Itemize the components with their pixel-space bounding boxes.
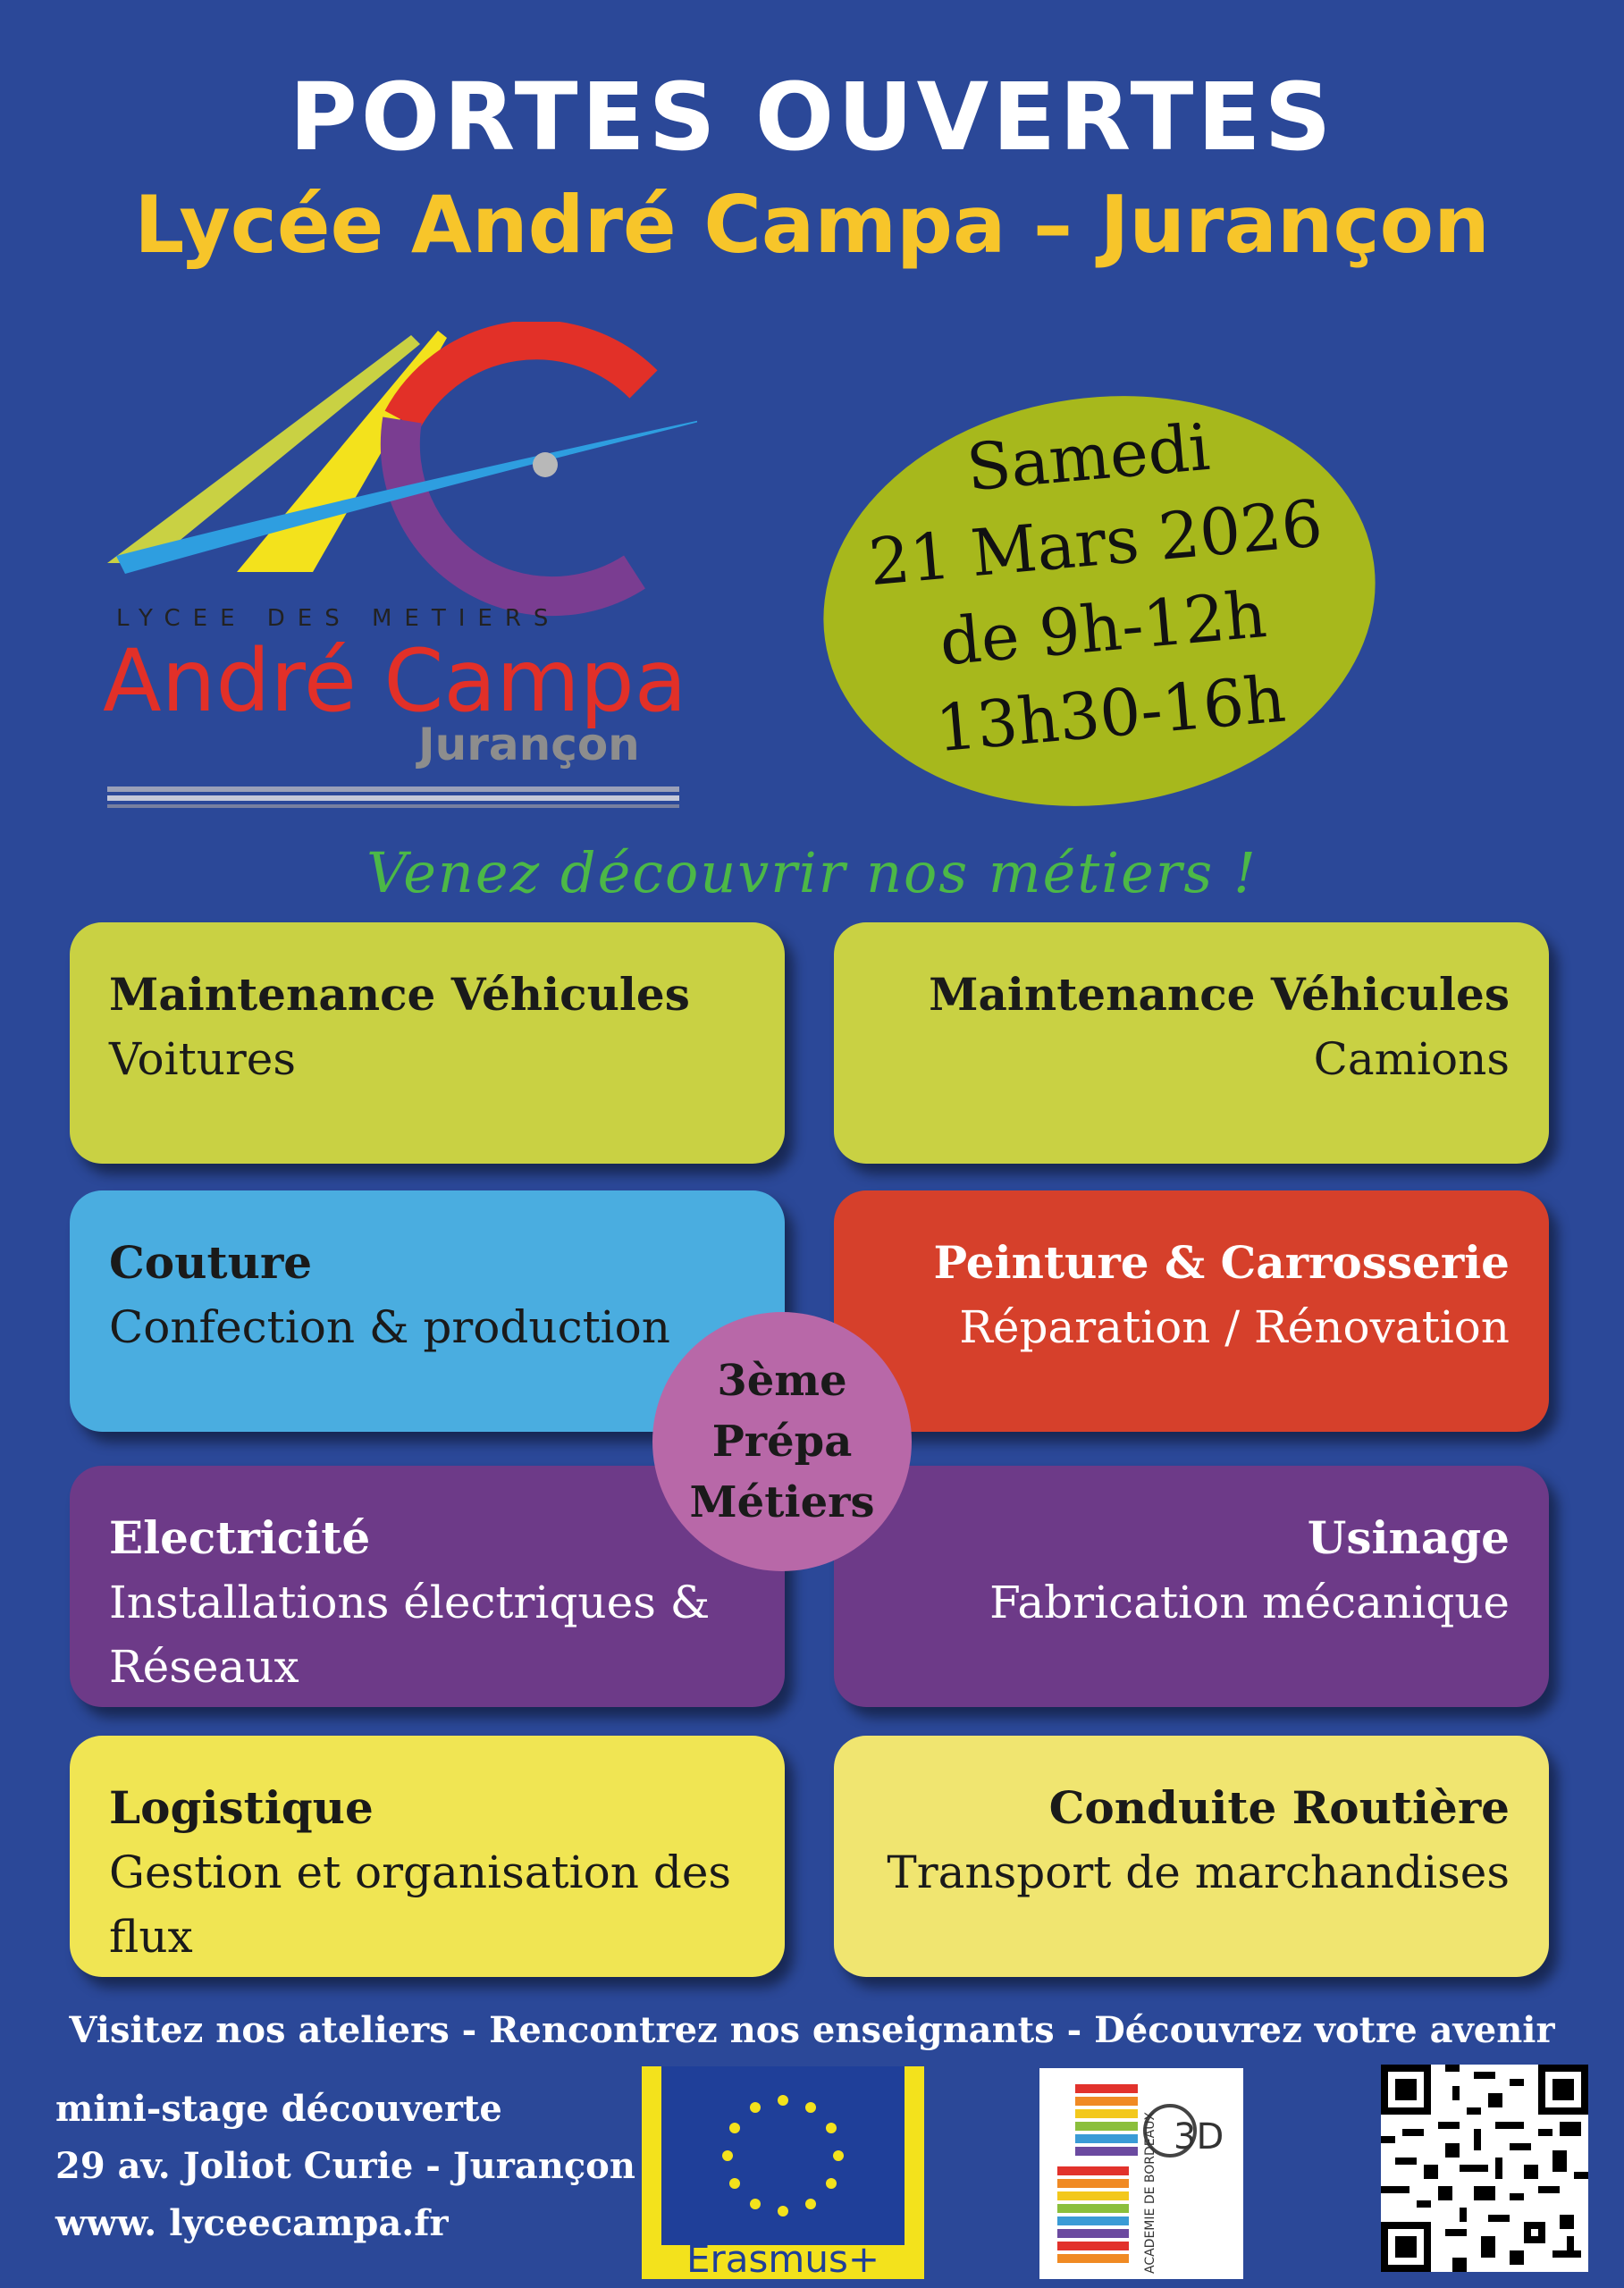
logo-line2: André Campa: [103, 631, 687, 731]
prepa-line2: Prépa: [711, 1417, 853, 1467]
card-conduite-routiere: [834, 1736, 1549, 1977]
card-title: Logistique: [109, 1781, 374, 1834]
qr-code[interactable]: [1381, 2065, 1588, 2272]
card-subtitle: Voitures: [109, 1033, 297, 1085]
date-block: [805, 352, 1394, 819]
academie-e3d: 3D: [1174, 2116, 1224, 2158]
card-subtitle: Transport de marchandises: [887, 1846, 1510, 1898]
card-subtitle: Fabrication mécanique: [989, 1577, 1510, 1628]
card-peinture-carrosserie: [834, 1190, 1549, 1432]
date-day: Samedi: [963, 408, 1213, 506]
card-title: Couture: [109, 1236, 313, 1289]
card-maintenance-camions: [834, 922, 1549, 1164]
prepa-line3: Métiers: [689, 1477, 875, 1527]
logo-c-arc-red: [402, 340, 644, 420]
card-title: Conduite Routière: [1048, 1781, 1510, 1834]
card-subtitle: Camions: [1313, 1033, 1510, 1085]
card-title: Peinture & Carrosserie: [933, 1236, 1510, 1289]
poster-subtitle: Lycée André Campa – Jurançon: [134, 179, 1490, 271]
card-subtitle: Confection & production: [109, 1301, 670, 1353]
card-title: Maintenance Véhicules: [109, 968, 690, 1021]
footer-website[interactable]: www. lyceecampa.fr: [55, 2202, 449, 2244]
card-subtitle: Gestion et organisation des flux: [109, 1846, 732, 1963]
logo-line1: LYCEE DES METIERS: [116, 605, 561, 632]
date-time-afternoon: 13h30-16h: [932, 660, 1289, 767]
footer-info: [55, 2081, 635, 2252]
card-title: Electricité: [109, 1511, 371, 1564]
card-title: Usinage: [1307, 1511, 1510, 1564]
date-time-morning: de 9h-12h: [937, 576, 1270, 680]
logo-line3: Jurançon: [418, 719, 640, 770]
card-maintenance-voitures: [70, 922, 785, 1164]
academie-logo: [1039, 2068, 1243, 2279]
card-title: Maintenance Véhicules: [929, 968, 1510, 1021]
card-usinage: [834, 1466, 1549, 1707]
tagline: Venez découvrir nos métiers !: [366, 840, 1258, 905]
erasmus-logo: [642, 2066, 924, 2279]
prepa-badge: [652, 1312, 912, 1571]
visit-line: Visitez nos ateliers - Rencontrez nos enseignants - Découvrez votre avenir: [69, 2009, 1555, 2051]
school-logo: [98, 322, 697, 822]
footer-ministage: mini-stage découverte: [55, 2088, 502, 2130]
card-logistique: [70, 1736, 785, 1977]
logo-dot: [533, 452, 558, 477]
prepa-line1: 3ème: [717, 1356, 847, 1406]
erasmus-label: Erasmus+: [686, 2237, 880, 2279]
poster-title: PORTES OUVERTES: [289, 63, 1335, 172]
card-subtitle: Réparation / Rénovation: [959, 1301, 1510, 1353]
card-subtitle: Installations électriques & Réseaux: [109, 1577, 711, 1693]
footer-address: 29 av. Joliot Curie - Jurançon: [55, 2145, 635, 2187]
academie-label: ACADEMIE DE BORDEAUX: [1143, 2111, 1157, 2274]
logo-bar: [107, 786, 679, 792]
date-date: 21 Mars 2026: [865, 485, 1325, 601]
